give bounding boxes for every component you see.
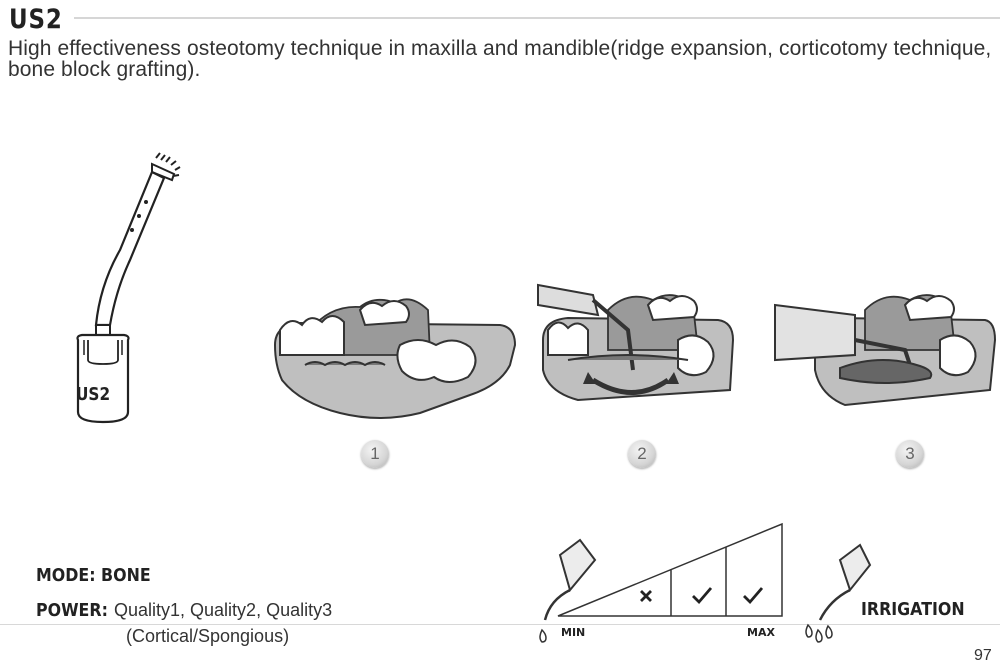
tip-engraving: US2 — [76, 384, 111, 405]
mode-label: MODE: BONE — [36, 565, 151, 586]
scale-min-label: MIN — [561, 626, 586, 639]
step-3-illustration — [775, 280, 995, 420]
irrigation-label: IRRIGATION — [861, 599, 965, 620]
scale-max-label: MAX — [747, 626, 775, 639]
title-rule — [74, 17, 1000, 19]
step-badge-1: 1 — [361, 440, 389, 468]
irrigation-drop-icon — [540, 630, 546, 642]
power-sub: (Cortical/Spongious) — [126, 626, 290, 646]
power-label: POWER: — [36, 600, 108, 621]
page-number: 97 — [974, 647, 992, 664]
step-1-illustration — [270, 285, 520, 425]
step-2-illustration — [538, 280, 738, 420]
step-badge-2: 2 — [628, 440, 656, 468]
step-badge-3: 3 — [896, 440, 924, 468]
page-title: US2 — [9, 4, 63, 35]
tip-description: High effectiveness osteotomy technique in maxilla and mandible(ridge expansion, corticotomy technique, bone block grafting). — [8, 37, 992, 81]
power-values: Quality1, Quality2, Quality3 — [114, 600, 333, 620]
irrigation-handpiece-icon — [800, 540, 870, 650]
